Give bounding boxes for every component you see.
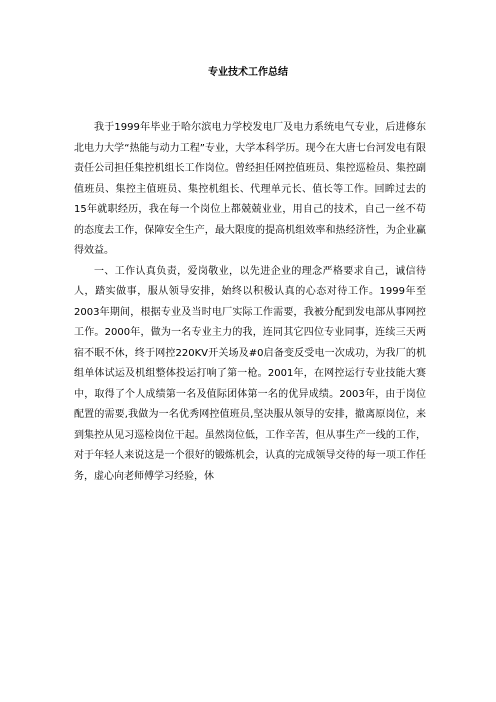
paragraph-intro: 我于1999年毕业于哈尔滨电力学校发电厂及电力系统电气专业，后进修东北电力大学“热能与动力工程”专业，大学本科学历。现今在大唐七台河发电有限责任公司担任集控机组长工作岗位。曾经担任网控值班员、集控巡检员、集控副值班员、集控主值班员、集控机组长、代理单元长、值长等工作。回眸过去的15年就职经历，我在每一个岗位上都兢兢业业，用自己的技术，自己一丝不苟的态度去工作，保障安全生产，最大限度的提高机组效率和热经济性，为企业赢得效益。 [74, 122, 426, 256]
paragraph-section-one: 一、工作认真负责，爱岗敬业，以先进企业的理念严格要求自己，诚信待人，踏实做事，服从领导安排，始终以积极认真的心态对待工作。1999年至2003年期间，根据专业及当时电厂实际工作需要，我被分配到发电部从事网控工作。2000年，做为一名专业主力的我，连同其它四位专业同事，连续三天两宿不眠不休，终于网控220KV开关场及#0启备变反受电一次成功，为我厂的机组单体试运及机组整体投运打响了第一枪。2001年，在网控运行专业技能大赛中，取得了个人成绩第一名及值际团体第一名的优异成绩。2003年，由于岗位配置的需要,我做为一名优秀网控值班员,坚决服从领导的安排，撤离原岗位，来到集控从见习巡检岗位干起。虽然岗位低，工作辛苦，但从事生产一线的工作，对于年轻人来说这是一个很好的锻炼机会，认真的完成领导交待的每一项工作任务，虚心向老师傅学习经验，休 [74, 265, 426, 482]
document-title: 专业技术工作总结 [208, 67, 288, 78]
document-body [74, 118, 426, 487]
